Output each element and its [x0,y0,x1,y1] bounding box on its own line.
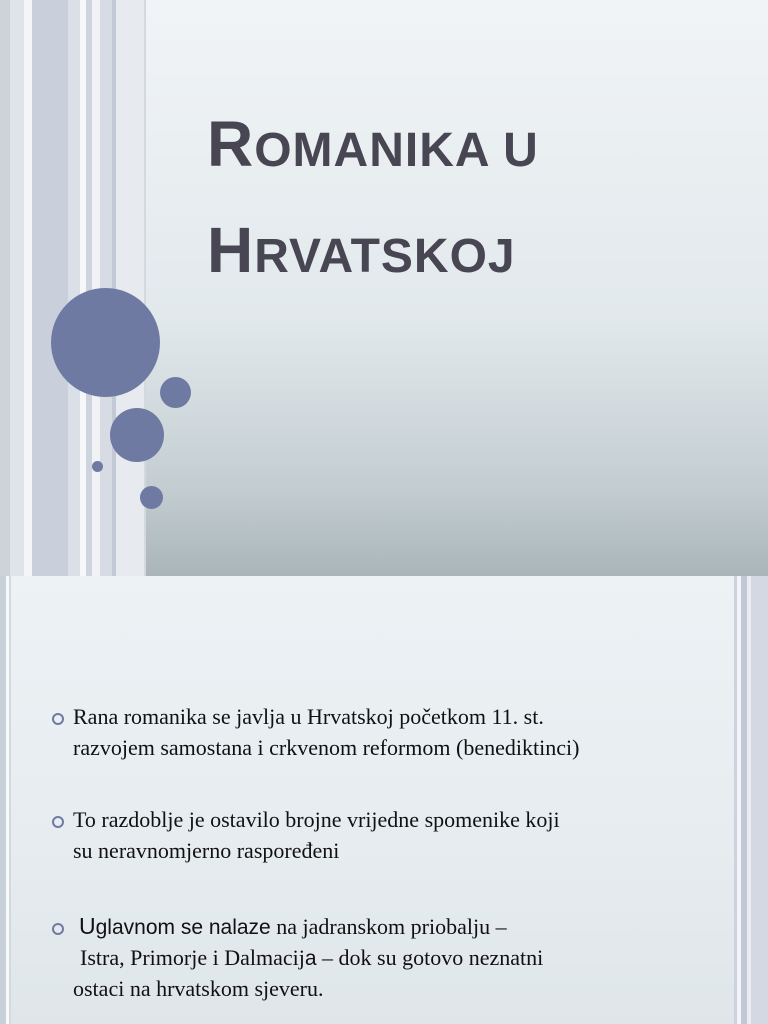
decorative-stripe [24,0,32,576]
decorative-stripe [10,0,24,576]
bullet-text-line: su neravnomjerno raspoređeni [73,838,340,863]
decorative-circle-small [160,377,191,408]
decorative-circle-medium [110,408,164,462]
bullet-text-line: Rana romanika se javlja u Hrvatskoj početkom 11. st. [73,704,544,729]
bullet-circle-icon [52,923,64,935]
bullet-circle-icon [52,713,64,725]
decorative-stripe [32,0,68,576]
text-run: na jadranskom priobalju – [270,914,507,939]
decorative-circle-large [51,288,160,397]
decorative-stripe [9,576,11,1024]
decorative-stripe [116,0,144,576]
text-run: Istra, Primorje i Dalmacij [80,945,305,970]
decorative-stripe [751,576,768,1024]
text-run: – dok su gotovo neznatni [316,945,544,970]
title-initial: R [207,108,255,180]
content-slide [0,576,768,1024]
title-line-2 [207,206,747,312]
title-rest: OMANIKA U [254,124,539,177]
text-run: U [79,913,96,939]
bullet-text-line: razvojem samostana i crkvenom reformom (benediktinci) [73,735,580,760]
bullet-text-line: ostaci na hrvatskom sjeveru. [73,976,324,1001]
decorative-circle-small [140,486,163,509]
decorative-stripe [68,0,80,576]
title-rest: RVATSKOJ [254,230,516,283]
text-run: se nalaze [180,916,271,939]
slide-title [207,100,747,312]
bullet-text-line: To razdoblje je ostavilo brojne vrijedne spomenike koji [73,807,560,832]
decorative-circle-tiny [92,461,103,472]
text-run: a [304,947,317,970]
decorative-stripe [0,0,10,576]
bullet-text-line [79,911,507,943]
title-line-1 [207,100,747,206]
title-initial: H [207,214,255,286]
bullet-circle-icon [52,816,64,828]
text-run: glavnom [95,916,181,939]
bullet-text-line [80,942,543,974]
